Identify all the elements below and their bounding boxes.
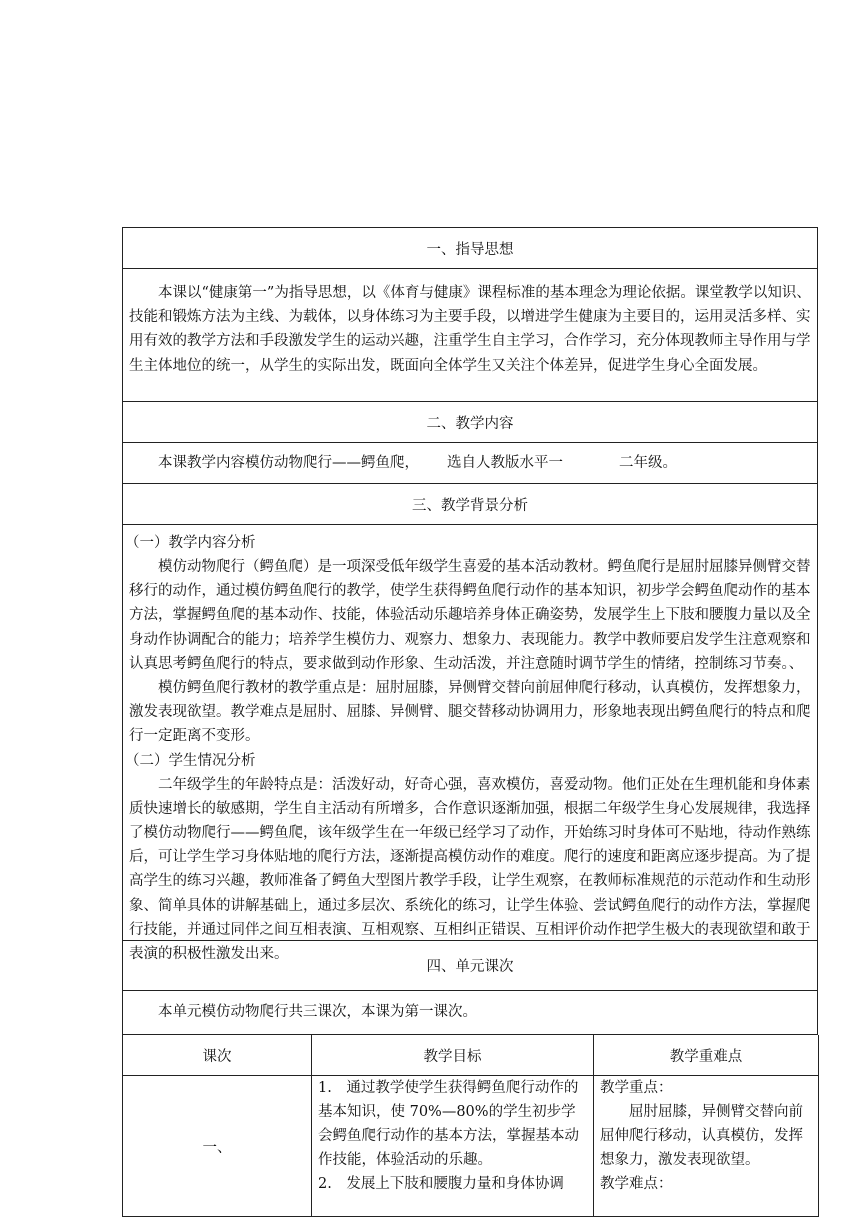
goal-item: 2. 发展上下肢和腰腹力量和身体协调 bbox=[318, 1176, 564, 1192]
section-title: 二、教学内容 bbox=[426, 415, 514, 432]
edition-text: 选自人教版水平一 bbox=[447, 454, 563, 471]
paragraph: 模仿鳄鱼爬行教材的教学重点是：屈肘屈膝，异侧臂交替向前屈伸爬行移动，认真模仿，发挥想象力，激发表现欲望。教学难点是屈肘、屈膝、异侧臂、腿交替移动协调用力，形象地表现出鳄鱼爬行的特点和爬行一定距离不变形。 bbox=[129, 680, 811, 745]
section-guiding-thought-body bbox=[122, 269, 818, 402]
header-key-difficult-points: 教学重难点 bbox=[594, 1035, 819, 1076]
teaching-goal-cell bbox=[312, 1076, 594, 1217]
section-title: 三、教学背景分析 bbox=[412, 497, 528, 514]
header-lesson: 课次 bbox=[123, 1035, 312, 1076]
subsection-title: （二）学生情况分析 bbox=[125, 752, 256, 769]
goal-item: 1. 通过教学使学生获得鳄鱼爬行动作的基本知识，使 70%—80%的学生初步学会鳄鱼爬行动作的基本方法，掌握基本动作技能，体验活动的乐趣。 bbox=[318, 1080, 579, 1168]
grade-text: 二年级。 bbox=[619, 454, 677, 471]
paragraph bbox=[129, 451, 677, 475]
unit-lesson-table bbox=[122, 1035, 819, 1217]
section-background-analysis-body bbox=[122, 525, 818, 963]
subsection-title: （一）教学内容分析 bbox=[125, 535, 256, 551]
key-points-cell bbox=[594, 1076, 819, 1217]
section-unit-lessons-body bbox=[122, 991, 818, 1035]
key-point-text: 屈肘屈膝，异侧臂交替向前屈伸爬行移动，认真模仿，发挥想象力，激发表现欲望。 bbox=[600, 1104, 803, 1168]
paragraph: 二年级学生的年龄特点是：活泼好动，好奇心强，喜欢模仿，喜爱动物。他们正处在生理机能和身体素质快速增长的敏感期，学生自主活动有所增多，合作意识逐渐加强，根据二年级学生身心发展规律，我选择了模仿动物爬行——鳄鱼爬，该年级学生在一年级已经学习了动作，开始练习时身体可不贴地，待动作熟练后，可让学生学习身体贴地的爬行方法，逐渐提高模仿动作的难度。爬行的速度和距离应逐步提高。为了提高学生的练习兴趣，教师准备了鳄鱼大型图片教学手段，让学生观察，在教师标准规范的示范动作和生动形象、简单具体的讲解基础上，通过多层次、系统化的练习，让学生体验、尝试鳄鱼爬行的动作方法，掌握爬行技能，并通过同伴之间互相表演、互相观察、互相纠正错误、互相评价动作把学生极大的表现欲望和敢于表演的积极性激发出来。 bbox=[129, 776, 811, 963]
table-row bbox=[123, 1076, 819, 1217]
key-point-label: 教学重点： bbox=[600, 1080, 673, 1096]
section-title: 四、单元课次 bbox=[426, 959, 514, 975]
section-teaching-content-body bbox=[122, 443, 818, 484]
table-header-row bbox=[123, 1035, 819, 1076]
paragraph: 本单元模仿动物爬行共三课次，本课为第一课次。 bbox=[158, 1004, 477, 1021]
header-teaching-goal: 教学目标 bbox=[312, 1035, 594, 1076]
section-guiding-thought-title bbox=[122, 227, 818, 269]
paragraph: 本课以“健康第一”为指导思想，以《体育与健康》课程标准的基本理念为理论依据。课堂教学以知识、技能和锻炼方法为主线、为载体，以身体练习为主要手段，以增进学生健康为主要目的，运用灵活多样、实用有效的教学方法和手段激发学生的运动兴趣，注重学生自主学习，合作学习，充分体现教师主导作用与学生主体地位的统一，从学生的实际出发，既面向全体学生又关注个体差异，促进学生身心全面发展。 bbox=[129, 285, 811, 374]
difficult-point-label: 教学难点： bbox=[600, 1176, 673, 1192]
paragraph: 模仿动物爬行（鳄鱼爬）是一项深受低年级学生喜爱的基本活动教材。鳄鱼爬行是屈肘屈膝异侧臂交替移行的动作，通过模仿鳄鱼爬行的教学，使学生获得鳄鱼爬行动作的基本知识，初步学会鳄鱼爬动作的基本方法，掌握鳄鱼爬的基本动作、技能，体验活动乐趣培养身体正确姿势，发展学生上下肢和腰腹力量以及全身动作协调配合的能力；培养学生模仿力、观察力、想象力、表现能力。教学中教师要启发学生注意观察和认真思考鳄鱼爬行的特点，要求做到动作形象、生动活泼，并注意随时调节学生的情绪，控制练习节奏。、 bbox=[129, 559, 811, 672]
section-background-analysis-title bbox=[122, 484, 818, 525]
section-title: 一、指导思想 bbox=[426, 241, 514, 258]
content-text: 本课教学内容模仿动物爬行——鳄鱼爬， bbox=[158, 454, 419, 471]
section-teaching-content-title bbox=[122, 402, 818, 443]
lesson-plan-document bbox=[122, 227, 818, 1217]
lesson-number-cell bbox=[123, 1076, 312, 1217]
lesson-number: 一、 bbox=[202, 1139, 232, 1156]
